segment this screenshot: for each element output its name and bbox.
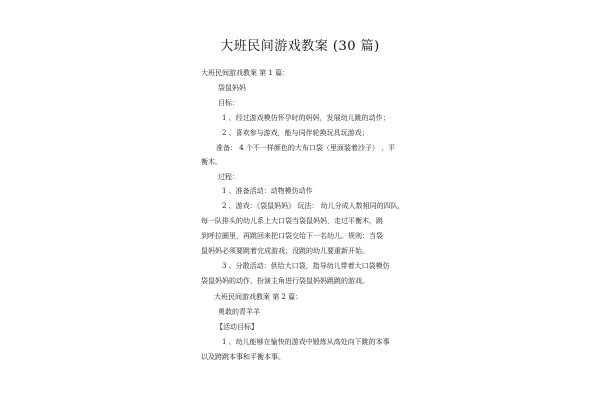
goal-item-2: 2 、喜欢参与游戏，能与同伴轮换玩具玩游戏； [222,129,369,137]
document-title: 大班民间游戏教案 (30 篇) [220,39,380,54]
preparation-line: 准备： 4 个不一样颜色的大布口袋（里面装着沙子） 、平 [216,144,396,152]
process-item-2: 2 、游戏：《袋鼠妈妈》 玩法： 幼儿分成人数相同的四队， [222,202,405,210]
process-item-3: 3 、分散活动：供给大口袋，指导幼儿带着大口袋模仿 [222,262,390,270]
activity-goal-item-1: 1 、幼儿能够在愉快的游戏中锻炼从高处向下跳的本事 [222,338,390,346]
process-paragraph-line: 每一队排头的幼儿系上大口袋当袋鼠妈妈，走过平衡木，跳 [201,217,383,225]
section-heading-2: 大班民间游戏教案 第 2 篇： [214,293,303,301]
goal-item-1: 1 、经过游戏模仿怀孕时的妈妈，发展幼儿跳的动作； [222,114,390,122]
process-paragraph-line: 鼠妈妈必须要跳着完成游戏；没跳的幼儿要重新开始。 [201,247,369,255]
activity-goal-label: 【活动目标】 [216,323,258,331]
process-item-1: 1 、准备活动：动物模仿动作 [222,187,313,195]
preparation-continuation: 衡木。 [201,158,222,166]
process-label: 过程： [218,173,239,181]
activity-goal-continuation: 以及跨跳本事和平衡本事。 [201,353,285,361]
process-paragraph-line: 袋鼠妈妈的动作，扮演主角进行袋鼠妈妈跳跳的游戏。 [201,277,369,285]
section-heading-1: 大班民间游戏教案 第 1 篇： [201,69,290,77]
goal-label: 目标： [218,99,239,107]
process-paragraph-line: 到呼拉圈里，再跳回来把口袋交给下一名幼儿。规则：当袋 [201,232,383,240]
lesson-name: 勇敢的青羊羊 [218,308,260,316]
lesson-name: 袋鼠妈妈 [218,84,246,92]
